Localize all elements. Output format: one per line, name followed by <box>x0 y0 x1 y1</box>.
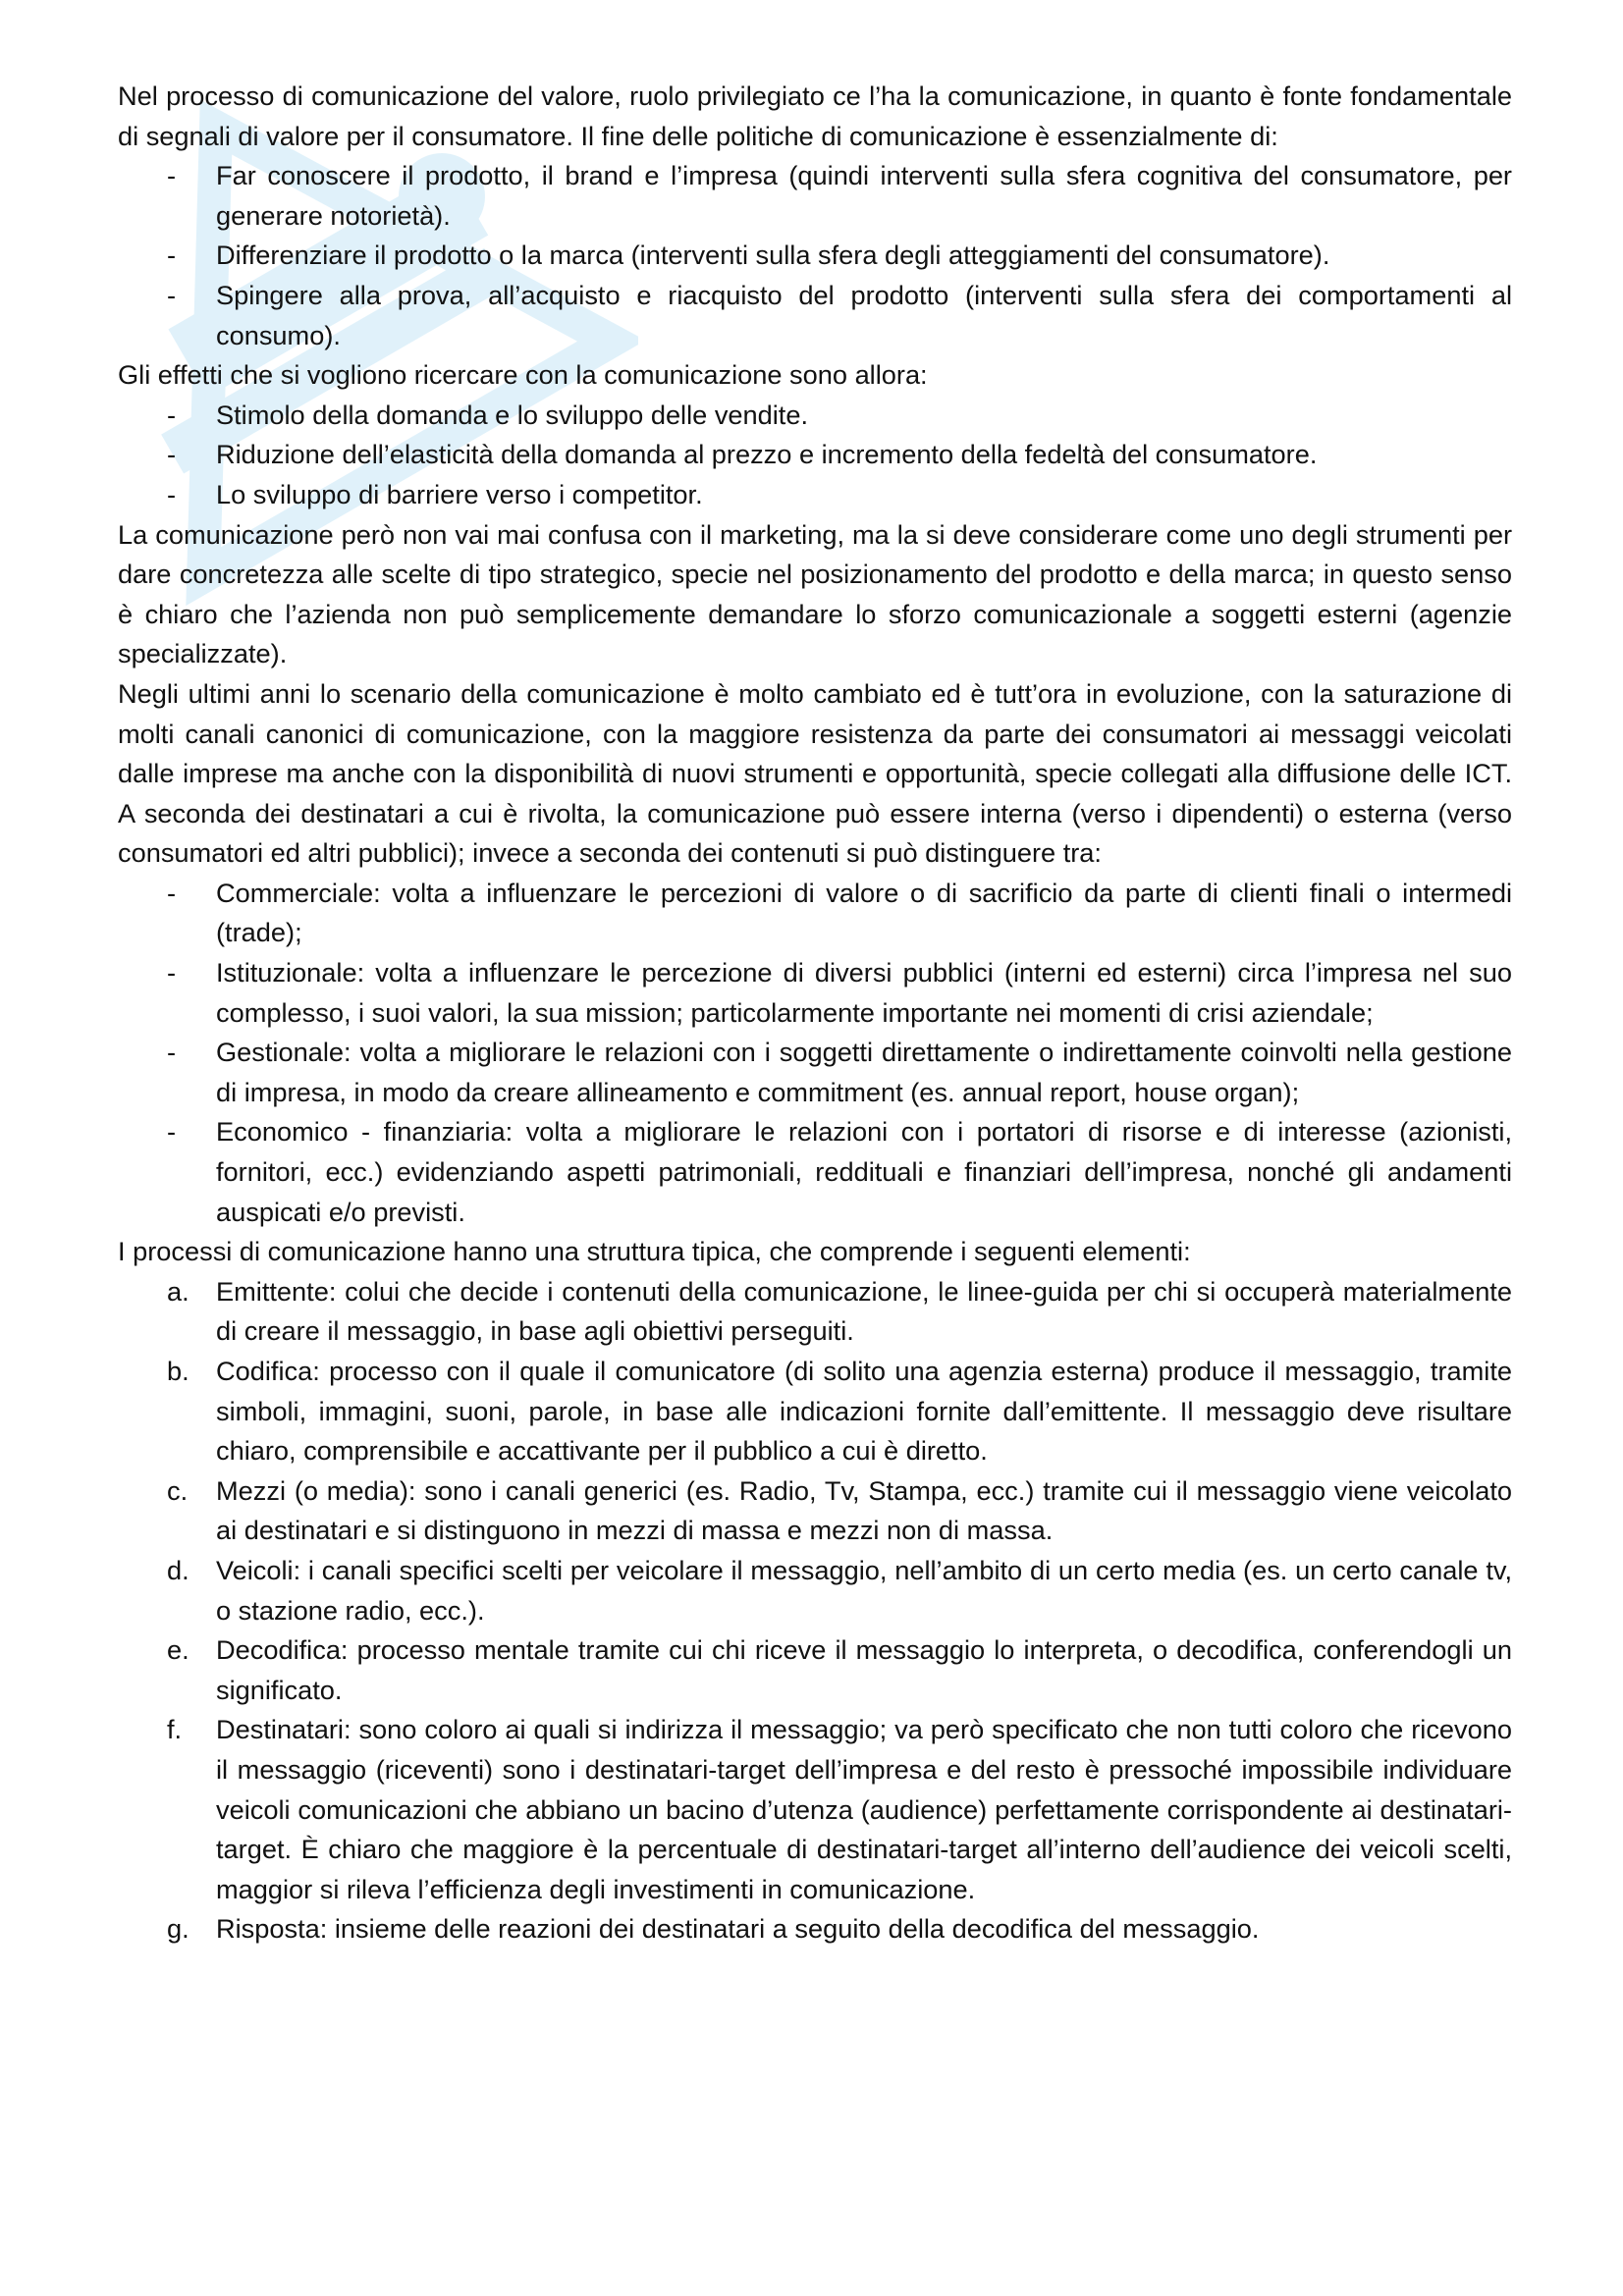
list-marker: c. <box>167 1474 189 1506</box>
list-item <box>118 156 1512 236</box>
list-item-text: Commerciale: volta a influenzare le percezioni di valore o di sacrificio da parte di clienti finali o intermedi (trade); <box>216 877 1512 948</box>
list-item-text: Gestionale: volta a migliorare le relazioni con i soggetti direttamente o indirettamente coinvolti nella gestione di impresa, in modo da creare allineamento e commitment (es. annual report, house organ); <box>216 1037 1512 1107</box>
list-marker: f. <box>167 1714 183 1745</box>
list-item-text: Lo sviluppo di barriere verso i competitor. <box>216 478 703 509</box>
bullet-marker: - <box>167 399 177 430</box>
list-item <box>118 1471 1512 1551</box>
list-item-text: Risposta: insieme delle reazioni dei destinatari a seguito della decodifica del messaggio. <box>216 1913 1260 1945</box>
bullet-marker: - <box>167 1037 177 1068</box>
list-item-text: Stimolo della domanda e lo sviluppo delle vendite. <box>216 399 809 430</box>
bullet-marker: - <box>167 439 177 470</box>
list-item-text: Spingere alla prova, all’acquisto e riacquisto del prodotto (interventi sulla sfera dei comportamenti al consumo). <box>216 279 1512 350</box>
list-item-text: Decodifica: processo mentale tramite cui chi riceve il messaggio lo interpreta, o decodifica, conferendogli un significato. <box>216 1634 1512 1705</box>
list-item <box>118 953 1512 1033</box>
list-item-text: Differenziare il prodotto o la marca (interventi sulla sfera degli atteggiamenti del consumatore). <box>216 240 1330 271</box>
list-item <box>118 1909 1512 1949</box>
list-marker: e. <box>167 1634 189 1666</box>
list-item-text: Emittente: colui che decide i contenuti della comunicazione, le linee-guida per chi si occuperà materialmente di creare il messaggio, in base agli obiettivi perseguiti. <box>216 1275 1512 1347</box>
list-item <box>118 1710 1512 1909</box>
list-marker: a. <box>167 1275 189 1307</box>
bullet-marker: - <box>167 957 177 988</box>
list-item <box>118 1352 1512 1471</box>
list-item-text: Economico - finanziaria: volta a migliorare le relazioni con i portatori di risorse e di interesse (azionisti, fornitori, ecc.) evidenziando aspetti patrimoniali, reddituali e finanziari dell’impresa, nonché gli andamenti auspicati e/o previsti. <box>216 1116 1512 1227</box>
list-item-text: Veicoli: i canali specifici scelti per veicolare il messaggio, nell’ambito di un certo media (es. un certo canale tv, o stazione radio, ecc.). <box>216 1554 1512 1626</box>
paragraph-marketing: La comunicazione però non vai mai confusa con il marketing, ma la si deve considerare come uno degli strumenti per dare concretezza alle scelte di tipo strategico, specie nel posizionamento del prodotto e della marca; in questo senso è chiaro che l’azienda non può semplicemente demandare lo sforzo comunicazionale a soggetti esterni (agenzie specializzate). <box>118 518 1512 669</box>
list-process-elements <box>118 1272 1512 1949</box>
list-item <box>118 1272 1512 1352</box>
list-item-text: Far conoscere il prodotto, il brand e l’impresa (quindi interventi sulla sfera cognitiva del consumatore, per generare notorietà). <box>216 160 1512 231</box>
list-content-types <box>118 874 1512 1232</box>
list-item <box>118 1033 1512 1112</box>
list-item <box>118 435 1512 475</box>
bullet-marker: - <box>167 279 177 310</box>
bullet-marker: - <box>167 240 177 271</box>
list-item <box>118 1551 1512 1630</box>
document-body <box>118 77 1512 1949</box>
list-item <box>118 475 1512 515</box>
list-item <box>118 276 1512 355</box>
bullet-marker: - <box>167 478 177 509</box>
list-item <box>118 236 1512 276</box>
list-item-text: Istituzionale: volta a influenzare le percezione di diversi pubblici (interni ed esterni) circa l’impresa nel suo complesso, i suoi valori, la sua mission; particolarmente importante nei momenti di crisi aziendale; <box>216 957 1512 1028</box>
bullet-marker: - <box>167 877 177 908</box>
bullet-marker: - <box>167 1116 177 1148</box>
list-item <box>118 874 1512 953</box>
paragraph-intro: Nel processo di comunicazione del valore, ruolo privilegiato ce l’ha la comunicazione, in quanto è fonte fondamentale di segnali di valore per il consumatore. Il fine delle politiche di comunicazione è essenzialmente di: <box>118 80 1512 151</box>
list-item <box>118 1630 1512 1710</box>
paragraph-process-structure: I processi di comunicazione hanno una struttura tipica, che comprende i seguenti elementi: <box>118 1236 1191 1267</box>
list-item <box>118 396 1512 436</box>
paragraph-effects: Gli effetti che si vogliono ricercare con la comunicazione sono allora: <box>118 359 928 391</box>
list-item-text: Destinatari: sono coloro ai quali si indirizza il messaggio; va però specificato che non tutti coloro che ricevono il messaggio (riceventi) sono i destinatari-target dell’impresa e del resto è pressoché impossibile individuare veicoli comunicazioni che abbiano un bacino d’utenza (audience) perfettamente corrispondente ai destinatari-target. È chiaro che maggiore è la percentuale di destinatari-target all’interno dell’audience dei veicoli scelti, maggior si rileva l’efficienza degli investimenti in comunicazione. <box>216 1714 1512 1904</box>
list-marker: g. <box>167 1913 189 1945</box>
paragraph-scenario: Negli ultimi anni lo scenario della comunicazione è molto cambiato ed è tutt’ora in evoluzione, con la saturazione di molti canali canonici di comunicazione, con la maggiore resistenza da parte dei consumatori ai messaggi veicolati dalle imprese ma anche con la disponibilità di nuovi strumenti e opportunità, specie collegati alla diffusione delle ICT. A seconda dei destinatari a cui è rivolta, la comunicazione può essere interna (verso i dipendenti) o esterna (verso consumatori ed altri pubblici); invece a seconda dei contenuti si può distinguere tra: <box>118 677 1512 869</box>
list-marker: b. <box>167 1356 189 1386</box>
list-item-text: Riduzione dell’elasticità della domanda al prezzo e incremento della fedeltà del consumatore. <box>216 439 1318 470</box>
list-effects <box>118 396 1512 515</box>
list-item-text: Codifica: processo con il quale il comunicatore (di solito una agenzia esterna) produce il messaggio, tramite simboli, immagini, suoni, parole, in base alle indicazioni fornite dall’emittente. Il messaggio deve risultare chiaro, comprensibile e accattivante per il pubblico a cui è diretto. <box>216 1356 1512 1467</box>
list-objectives <box>118 156 1512 355</box>
list-item-text: Mezzi (o media): sono i canali generici (es. Radio, Tv, Stampa, ecc.) tramite cui il messaggio viene veicolato ai destinatari e si distinguono in mezzi di massa e mezzi non di massa. <box>216 1474 1512 1546</box>
list-marker: d. <box>167 1554 189 1585</box>
bullet-marker: - <box>167 160 177 191</box>
list-item <box>118 1112 1512 1232</box>
